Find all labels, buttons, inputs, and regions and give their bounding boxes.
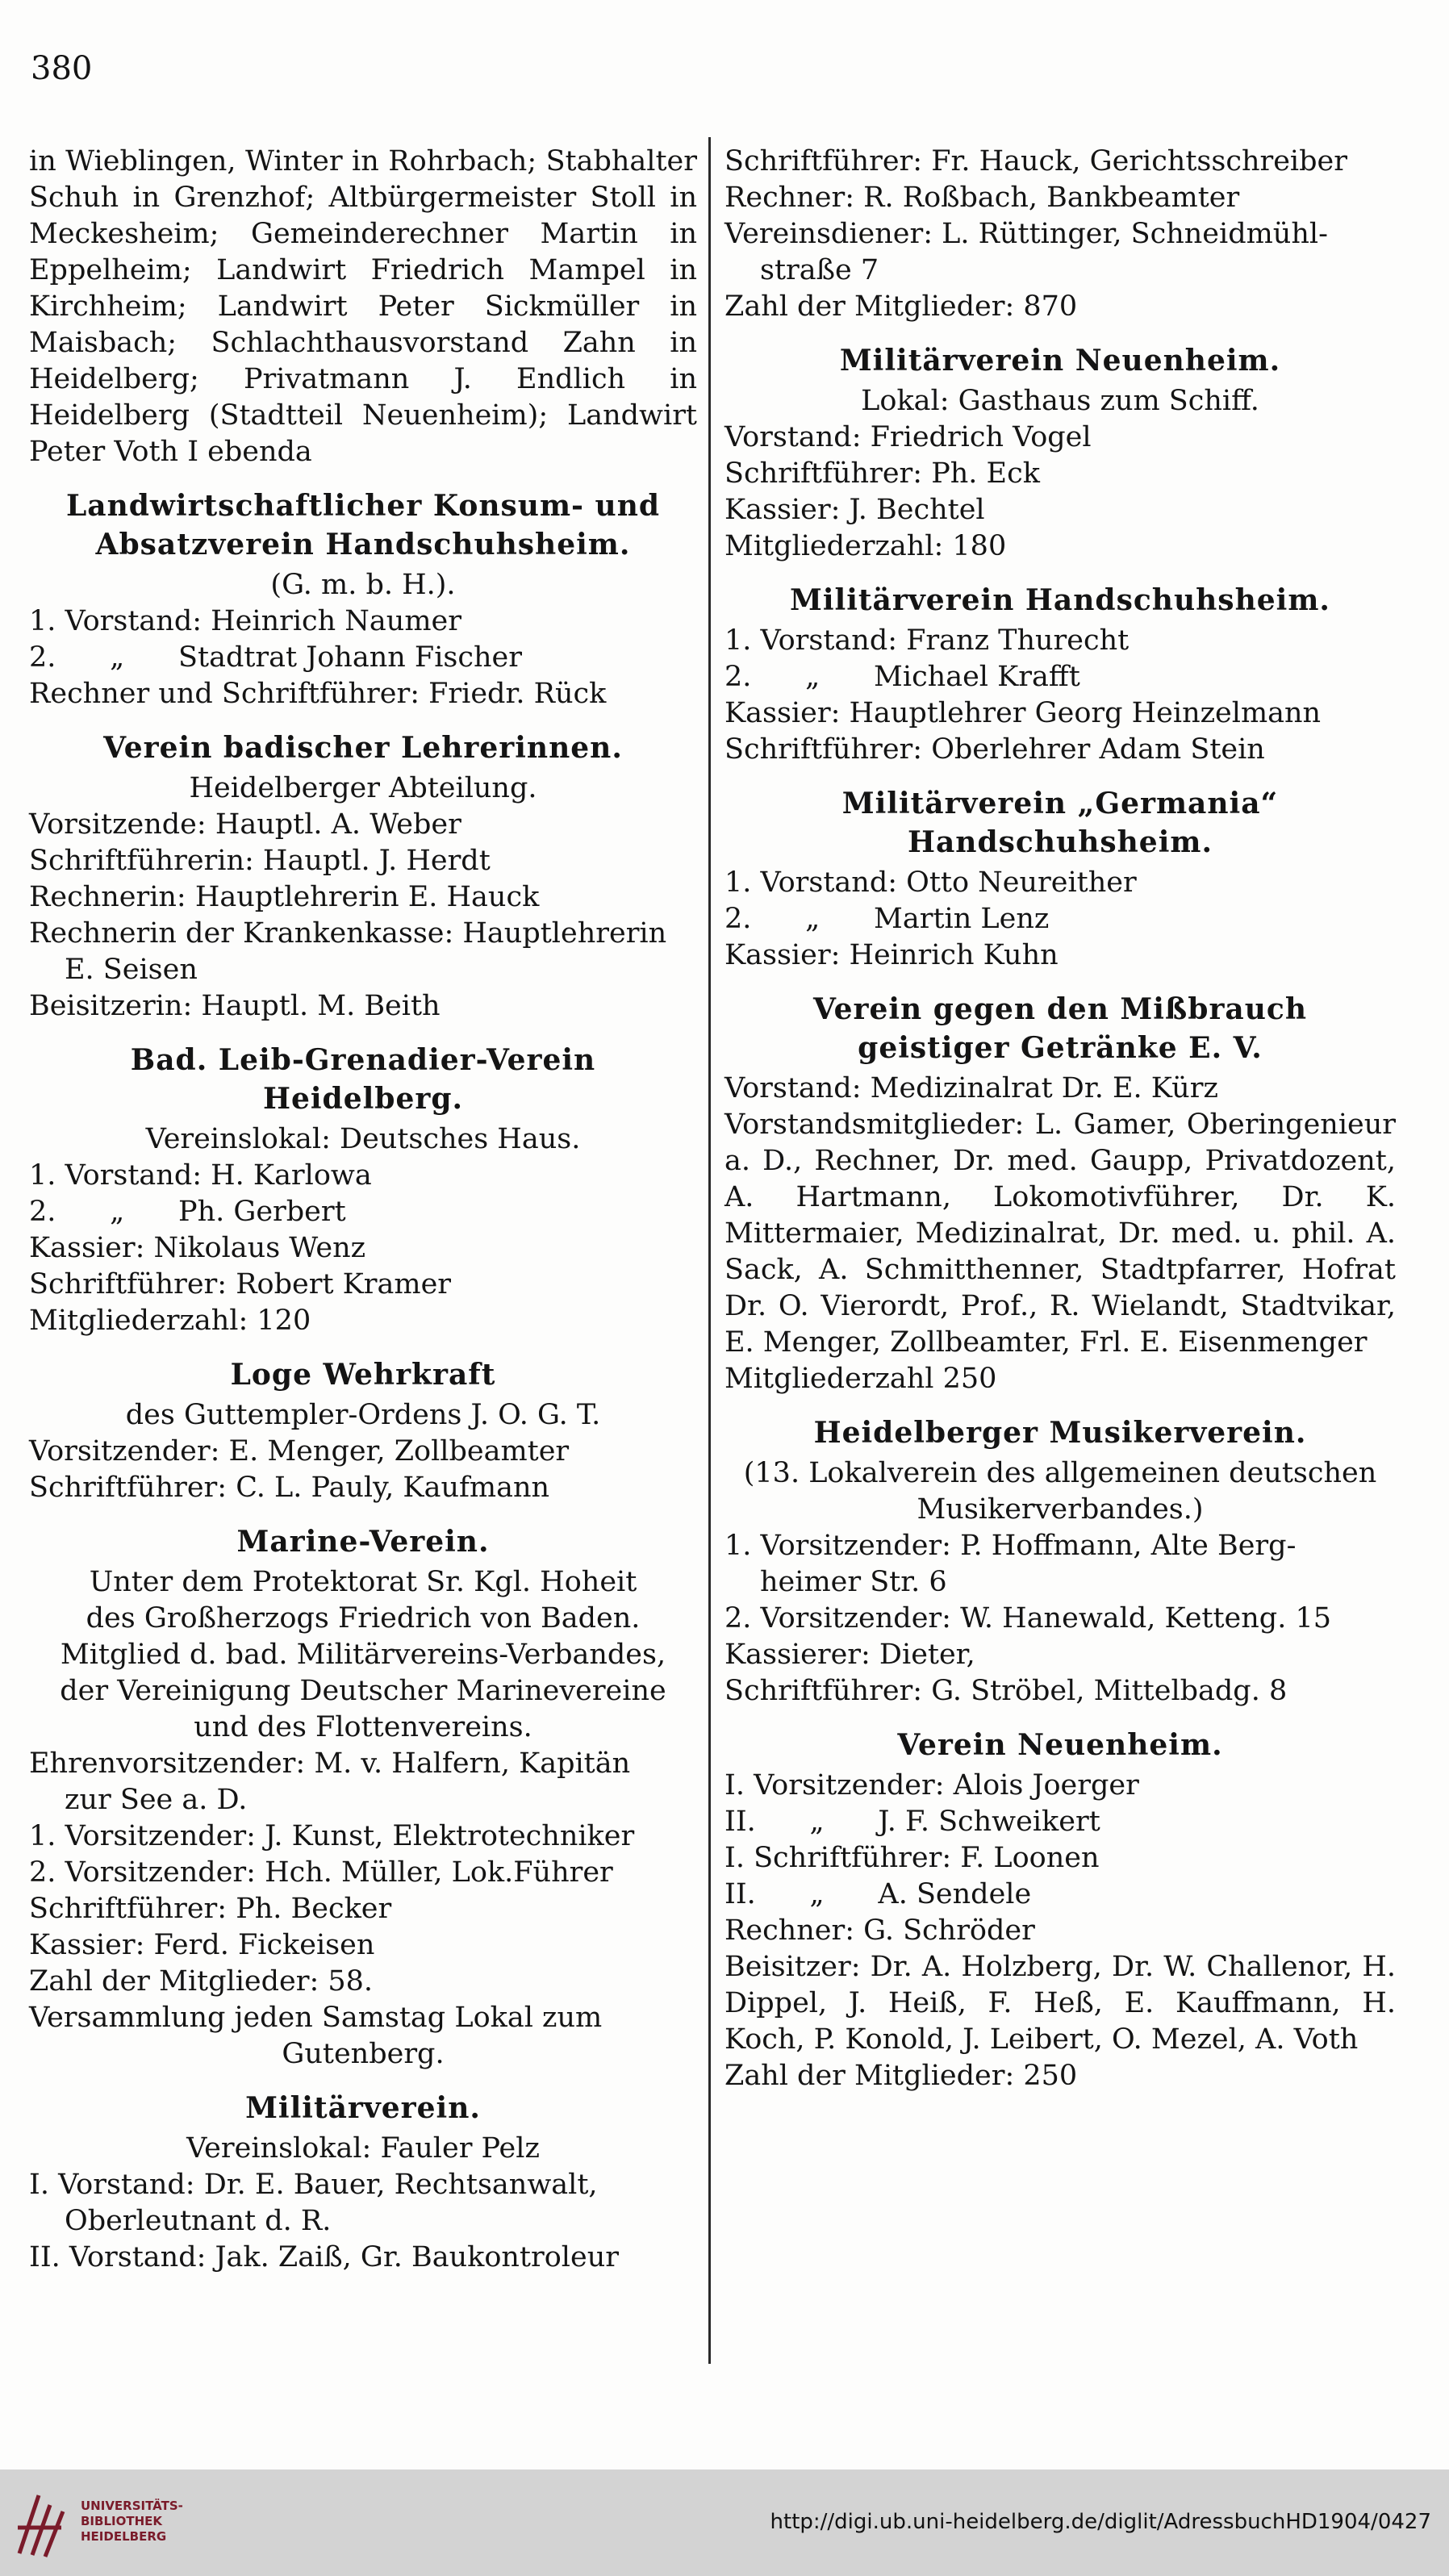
entry-subtitle: Vereinslokal: Fauler Pelz: [186, 2132, 540, 2165]
entry-heading: Handschuhsheim.: [907, 825, 1213, 859]
entry-note: Mitglied d. bad. Militärvereins-Verbandes,: [60, 1639, 666, 1671]
left-column: [29, 144, 697, 2292]
entry-konsumverein: [29, 486, 697, 712]
entry-line: 2. Vorsitzender: Hch. Müller, Lok.Führer: [29, 1856, 613, 1889]
entry-note: und des Flottenvereins.: [194, 1711, 532, 1743]
entry-paragraph: Beisitzer: Dr. A. Holzberg, Dr. W. Challenor, H. Dippel, J. Heiß, F. Heß, E. Kauffmann, H. Koch, P. Konold, J. Leibert, O. Mezel, A. Voth: [724, 1951, 1396, 2056]
entry-line: Rechnerin der Krankenkasse: Hauptlehrerin: [29, 917, 667, 950]
entry-subtitle: Heidelberger Abteilung.: [189, 772, 537, 804]
entry-line: 1. Vorstand: Heinrich Naumer: [29, 605, 461, 637]
entry-line: Kassier: J. Bechtel: [724, 494, 985, 526]
entry-lehrerinnen: [29, 729, 697, 1025]
entry-subtitle: Lokal: Gasthaus zum Schiff.: [861, 385, 1259, 417]
entry-line: 1. Vorstand: Franz Thurecht: [724, 624, 1130, 657]
entry-heading: geistiger Getränke E. V.: [858, 1031, 1263, 1065]
entry-line: 2. „ Martin Lenz: [724, 903, 1050, 935]
entry-militaerverein-neuenheim: [724, 341, 1396, 565]
entry-line: Zahl der Mitglieder: 58.: [29, 1965, 374, 1998]
entry-heading: Verein gegen den Mißbrauch: [812, 992, 1308, 1026]
entry-line: Vorsitzender: E. Menger, Zollbeamter: [29, 1435, 570, 1468]
entry-marine-verein: [29, 1522, 697, 2073]
entry-line: 1. Vorstand: Otto Neureither: [724, 866, 1137, 899]
entry-line: Mitgliederzahl: 120: [29, 1305, 311, 1337]
entry-line: Rechner: R. Roßbach, Bankbeamter: [724, 182, 1240, 214]
footer-bar: [0, 2470, 1449, 2576]
entry-line: Schriftführer: Ph. Eck: [724, 457, 1040, 490]
entry-line: straße 7: [760, 254, 879, 286]
university-library-logo-icon: [15, 2487, 73, 2563]
entry-line: Vorsitzende: Hauptl. A. Weber: [29, 808, 461, 841]
entry-line: Schriftführer: Oberlehrer Adam Stein: [724, 733, 1265, 766]
entry-line: 1. Vorstand: H. Karlowa: [29, 1159, 372, 1192]
entry-note: Musikerverbandes.): [917, 1493, 1204, 1526]
entry-verein-neuenheim: [724, 1726, 1396, 2094]
entry-line: Kassier: Hauptlehrer Georg Heinzelmann: [724, 697, 1322, 729]
entry-subtitle: (G. m. b. H.).: [270, 569, 456, 601]
entry-heading: Militärverein Neuenheim.: [839, 344, 1281, 378]
entry-paragraph: Vorstandsmitglieder: L. Gamer, Oberingenieur a. D., Rechner, Dr. med. Gaupp, Privatdozent, A. Hartmann, Lokomotivführer, Dr. K. Mittermaier, Medizinalrat, Dr. med. u. phil. A. Sack, A. Schmitthenner, Stadtpfarrer, Hofrat Dr. O. Vierordt, Prof., R. Wielandt, Stadtvikar, E. Menger, Zollbeamter, Frl. E. Eisenmenger: [724, 1108, 1396, 1359]
entry-line: I. Vorsitzender: Alois Joerger: [724, 1769, 1139, 1802]
entry-line: Schriftführer: C. L. Pauly, Kaufmann: [29, 1472, 550, 1504]
entry-line: Rechner und Schriftführer: Friedr. Rück: [29, 678, 607, 710]
entry-line: Mitgliederzahl 250: [724, 1363, 997, 1395]
entry-heading: Militärverein.: [245, 2091, 481, 2125]
entry-note: Unter dem Protektorat Sr. Kgl. Hoheit: [89, 1566, 637, 1598]
entry-heading: Militärverein „Germania“: [841, 787, 1279, 820]
entry-line: Schriftführerin: Hauptl. J. Herdt: [29, 845, 491, 877]
entry-heading: Heidelberg.: [262, 1082, 464, 1116]
right-column: [724, 144, 1396, 2110]
logo-text-line: BIBLIOTHEK: [81, 2514, 162, 2528]
entry-line: I. Vorstand: Dr. E. Bauer, Rechtsanwalt,: [29, 2169, 598, 2201]
entry-note: (13. Lokalverein des allgemeinen deutschen: [743, 1457, 1377, 1489]
entry-line: 2. „ Michael Krafft: [724, 661, 1080, 693]
entry-line: Schriftführer: Robert Kramer: [29, 1268, 452, 1301]
entry-line: Schriftführer: G. Ströbel, Mittelbadg. 8: [724, 1675, 1288, 1707]
entry-militaerverein-handschuhsheim: [724, 581, 1396, 768]
entry-line: Beisitzerin: Hauptl. M. Beith: [29, 990, 441, 1022]
entry-missbrauch-verein: [724, 990, 1396, 1397]
column-divider: [708, 137, 711, 2364]
entry-line: Kassier: Heinrich Kuhn: [724, 939, 1059, 971]
entry-line: E. Seisen: [65, 954, 198, 986]
entry-line: Schriftführer: Fr. Hauck, Gerichtsschreiber: [724, 145, 1347, 177]
entry-line: Kassier: Nikolaus Wenz: [29, 1232, 366, 1264]
entry-line: Kassierer: Dieter,: [724, 1639, 975, 1671]
entry-continuation: [724, 144, 1396, 325]
intro-text: in Wieblingen, Winter in Rohrbach; Stabhalter Schuh in Grenzhof; Altbürgermeister Stoll in Meckesheim; Gemeinderechner Martin in Eppelheim; Landwirt Friedrich Mampel in Kirchheim; Landwirt Peter Sickmüller in Maisbach; Schlachthausvorstand Zahn in Heidelberg; Privatmann J. Endlich in Heidelberg (Stadtteil Neuenheim); Landwirt Peter Voth I ebenda: [29, 145, 697, 468]
entry-line: heimer Str. 6: [760, 1566, 947, 1598]
intro-paragraph: [29, 144, 697, 470]
entry-line: I. Schriftführer: F. Loonen: [724, 1842, 1100, 1874]
entry-militaerverein: [29, 2089, 697, 2276]
entry-line: II. „ J. F. Schweikert: [724, 1806, 1100, 1838]
entry-heading: Verein Neuenheim.: [897, 1728, 1223, 1762]
entry-heading: Absatzverein Handschuhsheim.: [95, 528, 631, 562]
entry-line: Ehrenvorsitzender: M. v. Halfern, Kapitän: [29, 1747, 631, 1780]
entry-line: Vereinsdiener: L. Rüttinger, Schneidmühl-: [724, 218, 1328, 250]
entry-note: des Großherzogs Friedrich von Baden.: [86, 1602, 641, 1635]
entry-line: Schriftführer: Ph. Becker: [29, 1893, 392, 1925]
entry-line: Rechnerin: Hauptlehrerin E. Hauck: [29, 881, 540, 913]
entry-line: 2. „ Stadtrat Johann Fischer: [29, 641, 522, 674]
entry-heading: Bad. Leib-Grenadier-Verein: [130, 1043, 596, 1077]
logo-text-line: HEIDELBERG: [81, 2529, 167, 2544]
entry-line: II. Vorstand: Jak. Zaiß, Gr. Baukontroleur: [29, 2241, 619, 2273]
entry-line: Zahl der Mitglieder: 250: [724, 2060, 1078, 2092]
entry-leib-grenadier: [29, 1041, 697, 1339]
entry-subtitle: des Guttempler-Ordens J. O. G. T.: [125, 1399, 601, 1431]
entry-line: zur See a. D.: [65, 1784, 248, 1816]
entry-line: 1. Vorsitzender: P. Hoffmann, Alte Berg-: [724, 1530, 1297, 1562]
entry-line: Vorstand: Medizinalrat Dr. E. Kürz: [724, 1072, 1218, 1104]
entry-heading: Marine-Verein.: [236, 1525, 490, 1559]
entry-line: Vorstand: Friedrich Vogel: [724, 421, 1092, 453]
entry-line: 2. Vorsitzender: W. Hanewald, Ketteng. 15: [724, 1602, 1331, 1635]
entry-line: Mitgliederzahl: 180: [724, 530, 1007, 562]
entry-germania: [724, 784, 1396, 974]
entry-line: Oberleutnant d. R.: [65, 2205, 332, 2237]
source-url-link[interactable]: http://digi.ub.uni-heidelberg.de/diglit/AdressbuchHD1904/0427: [770, 2510, 1431, 2534]
entry-heading: Loge Wehrkraft: [230, 1358, 496, 1392]
entry-loge-wehrkraft: [29, 1355, 697, 1506]
entry-heading: Militärverein Handschuhsheim.: [790, 583, 1330, 617]
logo-text-line: UNIVERSITÄTS-: [81, 2499, 183, 2513]
entry-line: 1. Vorsitzender: J. Kunst, Elektrotechniker: [29, 1820, 635, 1852]
entry-heading: Heidelberger Musikerverein.: [813, 1416, 1307, 1450]
entry-heading: Landwirtschaftlicher Konsum- und: [65, 489, 661, 523]
entry-line: Gutenberg.: [282, 2038, 445, 2070]
entry-line: Zahl der Mitglieder: 870: [724, 290, 1078, 323]
entry-note: der Vereinigung Deutscher Marinevereine: [60, 1675, 666, 1707]
page-number: 380: [31, 50, 93, 87]
entry-line: Rechner: G. Schröder: [724, 1914, 1035, 1947]
logo-text: [81, 2499, 183, 2545]
entry-subtitle: Vereinslokal: Deutsches Haus.: [145, 1123, 581, 1155]
entry-heading: Verein badischer Lehrerinnen.: [103, 731, 623, 765]
entry-musikerverein: [724, 1413, 1396, 1710]
entry-line: Kassier: Ferd. Fickeisen: [29, 1929, 375, 1961]
entry-line: II. „ A. Sendele: [724, 1878, 1032, 1910]
entry-line: 2. „ Ph. Gerbert: [29, 1196, 346, 1228]
entry-line: Versammlung jeden Samstag Lokal zum: [29, 2002, 603, 2034]
